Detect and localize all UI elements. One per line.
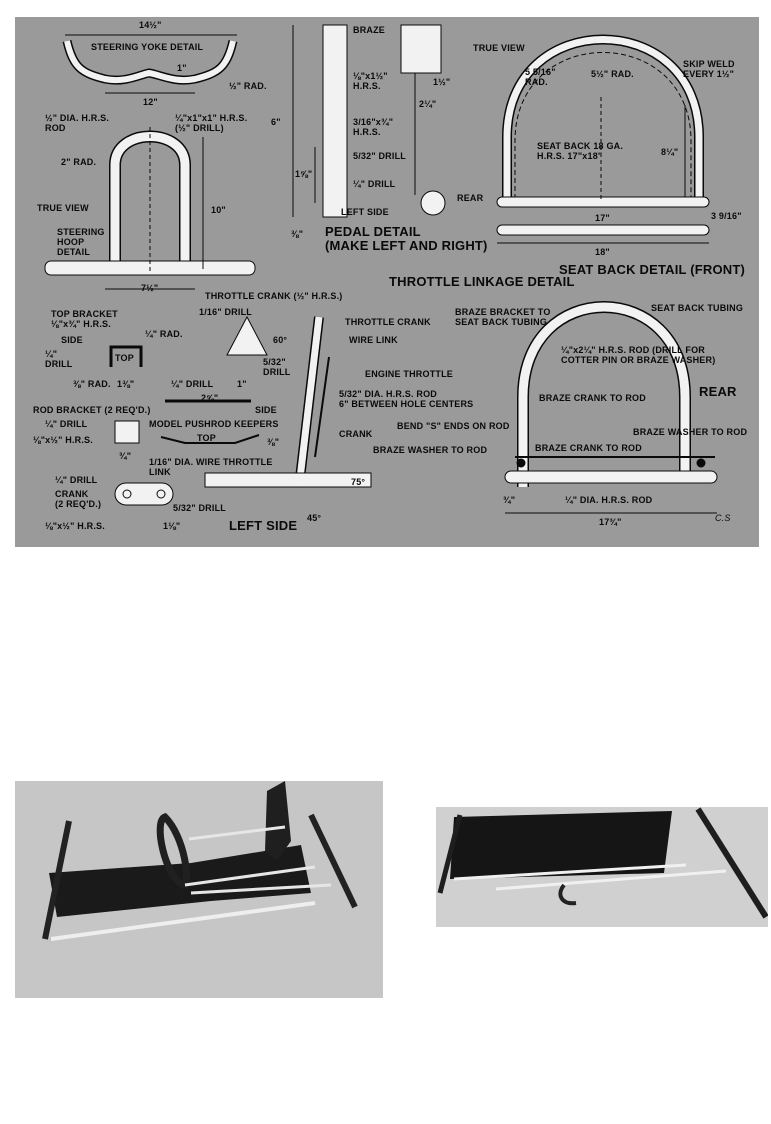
seatback-dim-17: 17" (595, 213, 610, 223)
bracket-rad: ⅜" RAD. (73, 379, 111, 389)
rear-braze-crank-2: BRAZE CRANK TO ROD (535, 443, 642, 453)
crank-dim-1: 1" (237, 379, 247, 389)
rod-bracket-drill: ¼" DRILL (45, 419, 88, 429)
rear-washer-right: BRAZE WASHER TO ROD (633, 427, 748, 437)
rear-tubing-note: SEAT BACK TUBING (651, 303, 744, 313)
throttle-crank-triangle (227, 317, 267, 355)
throttle-title: THROTTLE LINKAGE DETAIL (389, 274, 575, 289)
crank-drill-532: 5/32" DRILL (263, 357, 291, 377)
top-bracket-rad: ¼" RAD. (145, 329, 183, 339)
yoke-title: STEERING YOKE DETAIL (91, 42, 204, 52)
seatback-dim-height: 8¼" (661, 147, 679, 157)
crank-angle-60: 60° (273, 335, 288, 345)
top-bracket-label: TOP BRACKET ⅛"x¾" H.R.S. (51, 309, 118, 329)
hoop-plate-note: ¼"x1"x1" H.R.S. (½" DRILL) (175, 113, 248, 133)
pedal-left-side-label: LEFT SIDE (341, 207, 389, 217)
rear-bend-note: BEND "S" ENDS ON ROD (397, 421, 510, 431)
pedal-rear (401, 25, 441, 73)
technical-drawing (15, 17, 759, 547)
seatback-rad-2: 5½" RAD. (591, 69, 634, 79)
rear-rod (505, 471, 717, 483)
seatback-dim-side: 3 9/16" (711, 211, 742, 221)
seatback-panel: SEAT BACK 18 GA. H.R.S. 17"x18" (537, 141, 624, 161)
yoke-dim-width: 14½" (139, 20, 162, 30)
hoop-true-view: TRUE VIEW (37, 203, 89, 213)
pedal-title: PEDAL DETAIL (MAKE LEFT AND RIGHT) (325, 224, 488, 253)
pedal-rear-label: REAR (457, 193, 484, 203)
pedal-braze: BRAZE (353, 25, 385, 35)
seat-back-bar-top (497, 197, 709, 207)
yoke-dim-1: 1" (177, 63, 187, 73)
pedal-dim-2: 2¼" (419, 99, 437, 109)
rod-bracket-stock: ⅛"x½" H.R.S. (33, 435, 93, 445)
rear-braze-crank-1: BRAZE CRANK TO ROD (539, 393, 646, 403)
crank-stock: ⅛"x½" H.R.S. (45, 521, 105, 531)
angle-75: 75° (351, 477, 366, 487)
wire-link-label: 1/16" DIA. WIRE THROTTLE LINK (149, 457, 273, 477)
pedal-drill-2: ¼" DRILL (353, 179, 396, 189)
crank-plate (115, 483, 173, 505)
hoop-rad-note: 2" RAD. (61, 157, 97, 167)
rod-bracket-dim: ¾" (119, 451, 132, 461)
bracket-drill: ¼" DRILL (45, 349, 73, 369)
throttle-left-side-title: LEFT SIDE (229, 518, 298, 533)
throttle-crank-label: THROTTLE CRANK (½" H.R.S.) (205, 291, 343, 301)
pedal-dim-height: 6" (271, 117, 281, 127)
seatback-title: SEAT BACK DETAIL (FRONT) (559, 262, 746, 277)
pedal-dim-3: 1⅝" (295, 169, 313, 179)
hoop-dim-height: 10" (211, 205, 226, 215)
crank-drill-right: 5/32" DRILL (173, 503, 226, 513)
drawing-sheet (15, 17, 759, 547)
kart-frame-photo-angled (15, 781, 383, 998)
pedal-drill-1: 5/32" DRILL (353, 151, 406, 161)
angle-45: 45° (307, 513, 322, 523)
linkage-rod-label: 5/32" DIA. H.R.S. ROD 6" BETWEEN HOLE CENTERS (339, 389, 474, 409)
pedal-bar: 3/16"x¾" H.R.S. (353, 117, 394, 137)
artist-signature: C.S (715, 513, 731, 523)
seatback-rad-1: 5 5/16" RAD. (525, 67, 556, 87)
keeper-dim: 2⅝" (201, 393, 219, 403)
crank-req-label: CRANK (2 REQ'D.) (55, 489, 102, 509)
pushrod-keepers-label: MODEL PUSHROD KEEPERS (149, 419, 279, 429)
hoop-rod-note: ½" DIA. H.R.S. ROD (45, 113, 110, 133)
throttle-crank-side-label: THROTTLE CRANK (345, 317, 431, 327)
seat-back-bar-bottom (497, 225, 709, 235)
rear-dim-length: 17¾" (599, 517, 622, 527)
seatback-true-view: TRUE VIEW (473, 43, 525, 53)
rod-bracket-label: ROD BRACKET (2 REQ'D.) (33, 405, 151, 415)
engine-throttle-label: ENGINE THROTTLE (365, 369, 453, 379)
pedal-dim-4: ⅜" (291, 229, 304, 239)
hoop-dim-width: 7½" (141, 283, 159, 293)
crank-drill-quarter: ¼" DRILL (171, 379, 214, 389)
rear-dim-34: ¾" (503, 495, 516, 505)
kart-frame-photo-flat (436, 807, 768, 927)
crank-drill-small: 1/16" DRILL (199, 307, 252, 317)
seatback-dim-18: 18" (595, 247, 610, 257)
wire-link-side-label: WIRE LINK (349, 335, 398, 345)
yoke-dim-rad: ½" RAD. (229, 81, 267, 91)
bracket-dim: 1⅜" (117, 379, 135, 389)
keeper-dim-38: ⅜" (267, 437, 280, 447)
pedal-dim-1: 1½" (433, 77, 451, 87)
hoop-title: STEERING HOOP DETAIL (57, 227, 105, 257)
crank-dim: 1⅛" (163, 521, 181, 531)
rear-rod-dia: ¼" DIA. H.R.S. ROD (565, 495, 653, 505)
keeper-top: TOP (197, 433, 216, 443)
rear-title: REAR (699, 384, 737, 399)
crank-drill-left: ¼" DRILL (55, 475, 98, 485)
bracket-side-label: SIDE (61, 335, 83, 345)
keeper-side: SIDE (255, 405, 277, 415)
seatback-weld: SKIP WELD EVERY 1½" (683, 59, 735, 79)
rear-washer-left: BRAZE WASHER TO ROD (373, 445, 488, 455)
rear-rod-note: ¼"x2¼" H.R.S. ROD (DRILL FOR COTTER PIN OR BRAZE WASHER) (561, 345, 716, 365)
bracket-top-label: TOP (115, 353, 134, 363)
rod-bracket (115, 421, 139, 443)
rear-bracket-note: BRAZE BRACKET TO SEAT BACK TUBING (455, 307, 551, 327)
pedal-plate: ⅛"x1½" H.R.S. (353, 71, 388, 91)
yoke-dim-12: 12" (143, 97, 158, 107)
pedal-left-side (323, 25, 347, 217)
crank-side-label: CRANK (339, 429, 373, 439)
